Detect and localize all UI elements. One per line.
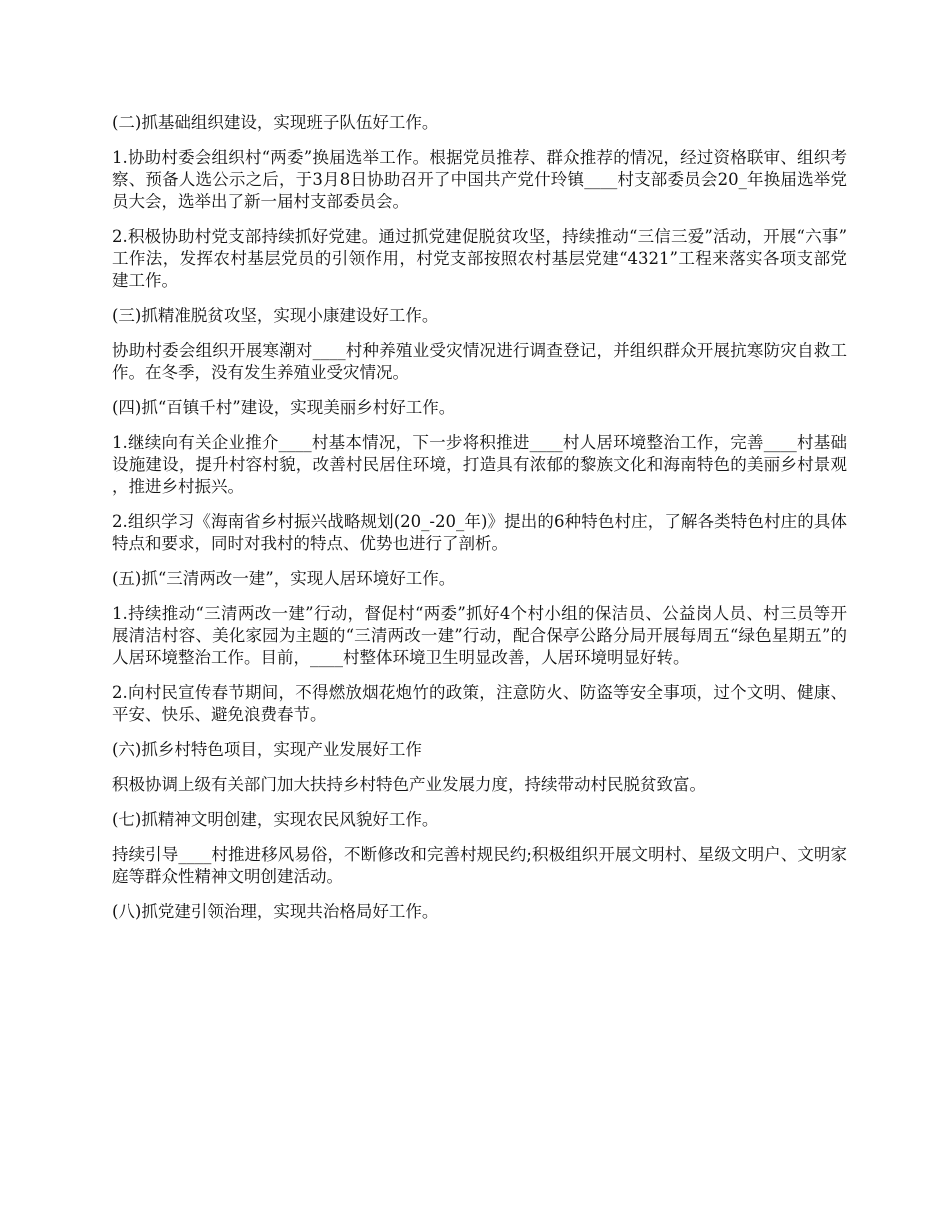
paragraph-cleanup-campaign: 1.持续推动“三清两改一建”行动，督促村“两委”抓好4个村小组的保洁员、公益岗人员、村三员等开展清洁村容、美化家园为主题的“三清两改一建”行动，配合保亭公路分局开展每周五“绿色星期五”的人居环境整治工作。目前，____村整体环境卫生明显改善，人居环境明显好转。: [112, 604, 847, 667]
paragraph-village-promotion: 1.继续向有关企业推介____村基本情况，下一步将积推进____村人居环境整治工作，完善____村基础设施建设，提升村容村貌，改善村民居住环境，打造具有浓郁的黎族文化和海南特色的美丽乡村景观，推进乡村振兴。: [112, 433, 847, 496]
paragraph-cold-disaster: 协助村委会组织开展寒潮对____村种养殖业受灾情况进行调查登记，并组织群众开展抗寒防灾自救工作。在冬季，没有发生养殖业受灾情况。: [112, 341, 847, 382]
paragraph-civilization: 持续引导____村推进移风易俗，不断修改和完善村规民约;积极组织开展文明村、星级文明户、文明家庭等群众性精神文明创建活动。: [112, 845, 847, 886]
section-heading-4: (四)抓“百镇千村”建设，实现美丽乡村好工作。: [112, 398, 456, 417]
document-body: [112, 112, 847, 936]
section-heading-2: (二)抓基础组织建设，实现班子队伍好工作。: [112, 113, 439, 132]
section-heading-6: (六)抓乡村特色项目，实现产业发展好工作: [112, 740, 422, 759]
paragraph-party-building: 2.积极协助村党支部持续抓好党建。通过抓党建促脱贫攻坚，持续推动“三信三爱”活动，开展“六事”工作法，发挥农村基层党员的引领作用，村党支部按照农村基层党建“4321”工程来落实各项支部党建工作。: [112, 227, 847, 290]
paragraph-revitalization-plan: 2.组织学习《海南省乡村振兴战略规划(20_-20_年)》提出的6种特色村庄，了解各类特色村庄的具体特点和要求，同时对我村的特点、优势也进行了剖析。: [112, 512, 847, 553]
section-heading-3: (三)抓精准脱贫攻坚，实现小康建设好工作。: [112, 306, 439, 325]
section-heading-8: (八)抓党建引领治理，实现共治格局好工作。: [112, 902, 439, 921]
section-heading-5: (五)抓“三清两改一建”，实现人居环境好工作。: [112, 569, 456, 588]
paragraph-spring-festival: 2.向村民宣传春节期间，不得燃放烟花炮竹的政策，注意防火、防盗等安全事项，过个文明、健康、平安、快乐、避免浪费春节。: [112, 683, 847, 724]
paragraph-industry-support: 积极协调上级有关部门加大扶持乡村特色产业发展力度，持续带动村民脱贫致富。: [112, 775, 706, 794]
paragraph-election: 1.协助村委会组织村“两委”换届选举工作。根据党员推荐、群众推荐的情况，经过资格联审、组织考察、预备人选公示之后，于3月8日协助召开了中国共产党什玲镇____村支部委员会20_年换届选举党员大会，选举出了新一届村支部委员会。: [112, 148, 847, 211]
section-heading-7: (七)抓精神文明创建，实现农民风貌好工作。: [112, 810, 439, 829]
